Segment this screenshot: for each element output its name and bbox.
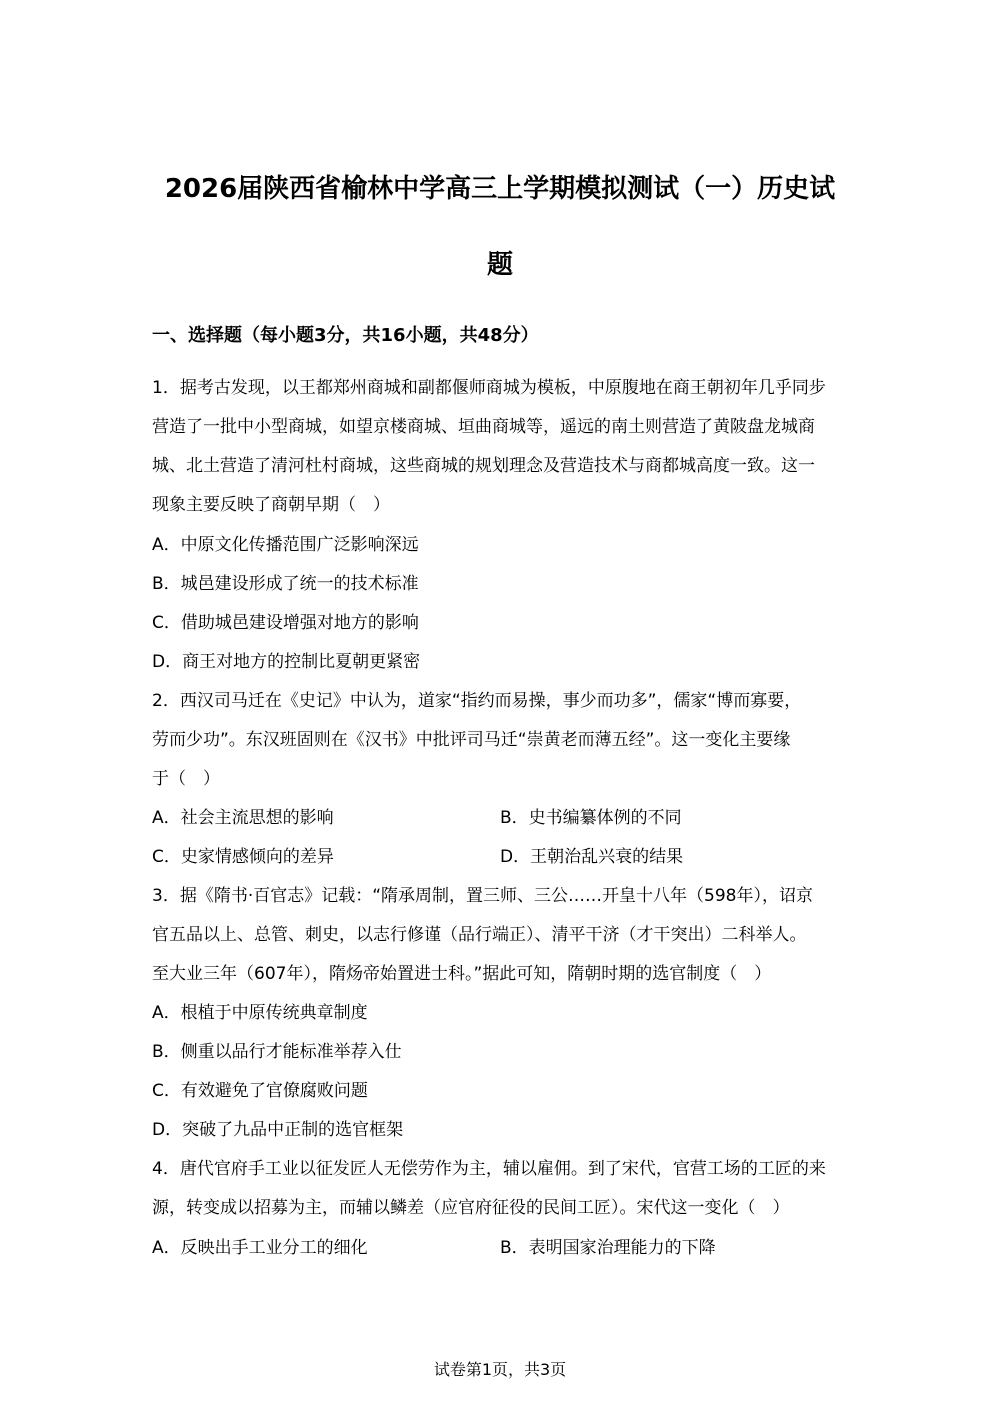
- page-footer: 试卷第1页，共3页: [433, 1360, 567, 1379]
- q1-option-d: D．商王对地方的控制比夏朝更紧密: [152, 652, 421, 672]
- q1-option-a: A．中原文化传播范围广泛影响深远: [152, 535, 419, 555]
- exam-title-line-1: 2026届陕西省榆林中学高三上学期模拟测试（一）历史试: [164, 174, 836, 204]
- q1-stem-line: 1．据考古发现，以王都郑州商城和副都偃师商城为模板，中原腹地在商王朝初年几乎同步: [152, 378, 826, 398]
- q3-option-c: C．有效避免了官僚腐败问题: [152, 1081, 368, 1101]
- q3-stem-line: 3．据《隋书·百官志》记载：“隋承周制，置三师、三公……开皇十八年（598年），诏京: [152, 886, 813, 906]
- q2-stem-line: 于（ ）: [152, 769, 220, 789]
- q2-option-b: B．史书编纂体例的不同: [500, 808, 682, 828]
- q3-option-d: D．突破了九品中正制的选官框架: [152, 1120, 404, 1140]
- section-heading: 一、选择题（每小题3分，共16小题，共48分）: [152, 325, 539, 346]
- exam-title-line-2: 题: [486, 250, 513, 280]
- q2-stem-line: 2．西汉司马迁在《史记》中认为，道家“指约而易操，事少而功多”，儒家“博而寡要，: [152, 691, 802, 711]
- q4-option-b: B．表明国家治理能力的下降: [500, 1238, 716, 1258]
- q1-stem-line: 现象主要反映了商朝早期（ ）: [152, 495, 390, 515]
- q4-stem-line: 4．唐代官府手工业以征发匠人无偿劳作为主，辅以雇佣。到了宋代，官营工场的工匠的来: [152, 1159, 826, 1179]
- q1-stem-line: 营造了一批中小型商城，如望京楼商城、垣曲商城等，遥远的南土则营造了黄陂盘龙城商: [152, 417, 815, 437]
- q2-option-d: D．王朝治乱兴衰的结果: [500, 847, 684, 867]
- q1-option-c: C．借助城邑建设增强对地方的影响: [152, 613, 419, 633]
- q3-stem-line: 至大业三年（607年），隋炀帝始置进士科。”据此可知，隋朝时期的选官制度（ ）: [152, 964, 772, 984]
- q2-option-a: A．社会主流思想的影响: [152, 808, 334, 828]
- q1-stem-line: 城、北土营造了清河杜村商城，这些商城的规划理念及营造技术与商都城高度一致。这一: [152, 456, 815, 476]
- q1-option-b: B．城邑建设形成了统一的技术标准: [152, 574, 419, 594]
- q3-option-b: B．侧重以品行才能标准举荐入仕: [152, 1042, 402, 1062]
- q4-stem-line: 源，转变成以招募为主，而辅以鳞差（应官府征役的民间工匠）。宋代这一变化（ ）: [152, 1198, 790, 1218]
- q4-option-a: A．反映出手工业分工的细化: [152, 1238, 368, 1258]
- q2-stem-line: 劳而少功”。东汉班固则在《汉书》中批评司马迁“崇黄老而薄五经”。这一变化主要缘: [152, 730, 791, 750]
- q2-option-c: C．史家情感倾向的差异: [152, 847, 334, 867]
- q3-option-a: A．根植于中原传统典章制度: [152, 1003, 368, 1023]
- q3-stem-line: 官五品以上、总管、刺史，以志行修谨（品行端正）、清平干济（才干突出）二科举人。: [152, 925, 807, 945]
